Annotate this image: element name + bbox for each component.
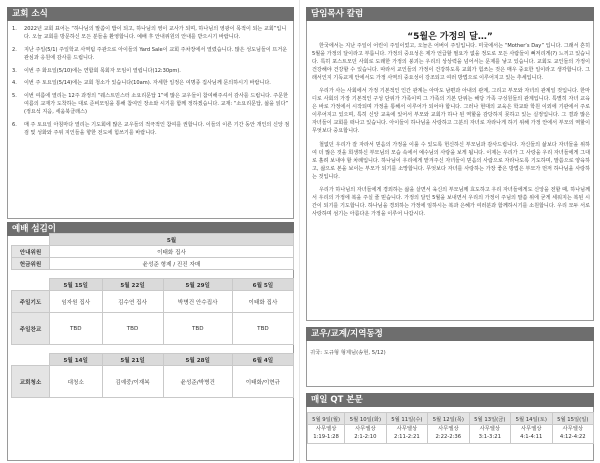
qt-passage: [386, 425, 427, 444]
notice-text: 이번 주 토요일(5/14)에는 교회 청소가 있습니다(10am). 자세한 일정은 여명종 집사님께 문의하시기 바랍니다.: [24, 80, 271, 87]
column-title-bar: 담임목사 칼럼: [306, 7, 594, 21]
praise-cell: TBD: [102, 313, 163, 345]
service-table: [11, 233, 294, 398]
notices-title: 교회 소식: [7, 7, 294, 21]
qt-table: [307, 412, 594, 444]
qt-passage: [428, 425, 469, 444]
sermon-paragraph: 한국에서는 지난 주일이 어린이 주일이었고, 오늘은 어버이 주일입니다. 미국에서는 “Mother’s Day” 입니다. 그래서 흔히 5월을 가정의 달이라고 부릅니다. 가정의 중요성은 제가 언급할 필요가 없을 정도로 모든 사람들이 뼈저리게(?) 느끼고 있습니다. 특히 포스트모던 사회로 도래한 가정의 붕괴는 우리의 상상력을 넘어서는 문제를 낳고 있습니다. 교회도 교인들의 가정이 건강해야 건강할 수 있습니다. 따라서 교인들의 가정이 건강하도록 교회가 힘쓰는 것은 매우 중요한 일이라고 생각합니다. 그래서인지 기독교계 안에서도 가정 사역의 중요성이 강조되고 여러 방법으로 이루어지고 있는 추세입니다.: [312, 43, 590, 82]
notice-number: 1.: [12, 26, 17, 32]
qt-date: 5월 14일(토): [511, 413, 552, 425]
qt-passage: [469, 425, 510, 444]
qt-date: 5월 15일(일): [552, 413, 594, 425]
offering-label: 헌금위원: [12, 258, 50, 270]
prayer-cell: 임자원 집사: [50, 291, 103, 313]
qt-date: 5월 13일(금): [469, 413, 510, 425]
notice-text: 이번 주 화요일(5/10)에는 연합회 목회자 모임이 열립니다(12:30pm).: [24, 67, 181, 74]
qt-book: 사무엘상: [315, 426, 337, 432]
notice-item: [12, 26, 290, 42]
service-title: 예배 섬김이: [7, 222, 294, 236]
qt-verse: 4:1-4:11: [520, 433, 543, 440]
praise-cell: TBD: [163, 313, 232, 345]
offering-value: 윤성준 형제 / 진진 자매: [50, 258, 294, 270]
qt-passage: [345, 425, 386, 444]
notice-number: 2.: [12, 46, 17, 53]
date-cell: 5월 15일: [50, 279, 103, 291]
service-month: 5월: [50, 234, 294, 246]
cleaning-label: 교회청소: [12, 366, 50, 398]
cleaning-cell: 대청소: [50, 366, 103, 398]
qt-date: 5월 11일(수): [386, 413, 427, 425]
notice-text: 지난 주일(5/1) 주일학교 사역팀 주관으로 아이들의 Yard Sale이 교회 주차장에서 열렸습니다. 많은 성도님들이 뜨거운 관심과 응원에 감사를 드립니다.: [24, 46, 288, 61]
notice-number: 6.: [12, 122, 17, 129]
notice-text: 2022년 교회 표어는 “하나님의 말씀이 밥이 되고, 하나님의 영이 교사가 되며, 하나님의 영광이 목적이 되는 교회”입니다. 오늘 교회를 방문하신 모든 분들을 환영합니다. 예배 후 안내위원의 안내를 받으시기 바랍니다.: [24, 26, 287, 40]
usher-value: 이태화 집사: [50, 246, 294, 258]
date-cell: 6월 4일: [232, 354, 293, 366]
qt-passage: [552, 425, 594, 444]
qt-date: 5월 12일(목): [428, 413, 469, 425]
notice-text: 이번 여름에 열리는 12주 과정의 “웨스트민스터 소요리문답 1”에 많은 교우들이 참여해주셔서 감사를 드립니다. 주문한 여름의 교재가 도착하는 대로 준비모임을 통해 참여인 장소와 시기를 함께 정하겠습니다. 교재: “소요리문답, 삶을 읽다” (정요석 지음, 세움북클래스): [24, 93, 289, 116]
notice-item: [12, 80, 290, 88]
prayer-label: 주일기도: [12, 291, 50, 313]
qt-book: 사무엘상: [562, 426, 583, 432]
cleaning-cell: 윤성준/박병건: [163, 366, 232, 398]
date-cell: 6월 5일: [232, 279, 293, 291]
qt-title: 매일 QT 본문: [306, 393, 594, 407]
update-text: 귀국: 도규형 형제님(송현, 5/12): [310, 350, 386, 356]
qt-verse: 2:11-2:21: [394, 433, 420, 440]
date-cell: 5월 22일: [102, 279, 163, 291]
usher-label: 안내위원: [12, 246, 50, 258]
prayer-cell: 김수연 집사: [102, 291, 163, 313]
qt-verse: 2:22-2:36: [435, 433, 462, 440]
notice-item: [12, 68, 290, 76]
cleaning-cell: 이태화/이현규: [232, 366, 293, 398]
date-cell: 5월 21일: [102, 354, 163, 366]
prayer-cell: 박병건 안수집사: [163, 291, 232, 313]
cleaning-cell: 김예중/이재복: [102, 366, 163, 398]
sermon-body: [312, 42, 590, 223]
notice-list: [12, 26, 290, 143]
notice-item: [12, 122, 290, 138]
prayer-cell: 이태화 집사: [232, 291, 293, 313]
qt-verse: 1:19-1:28: [313, 433, 339, 440]
notice-number: 3.: [12, 67, 17, 74]
notice-item: [12, 47, 290, 63]
qt-date: 5월 10일(화): [345, 413, 386, 425]
updates-title: 교우/교계/지역동정: [306, 327, 594, 341]
praise-cell: TBD: [232, 313, 293, 345]
qt-passage: [308, 425, 345, 444]
qt-book: 사무엘상: [521, 426, 542, 432]
praise-cell: TBD: [50, 313, 103, 345]
qt-passage: [511, 425, 552, 444]
notice-number: 4.: [12, 80, 17, 87]
sermon-paragraph: 우리가 하나님의 자녀들에게 경외하는 삶을 살면서 육신의 부모님께 효도하고 우리 자녀들에게도 신앙을 전할 때, 하나님께서 우리의 가정에 복을 주실 줄 믿습니다. 가정의 달인 5월을 보내면서 우리의 가정이 주님의 말씀 위에 굳게 세워지는 복된 시간이 되기를 기도합니다. 하나님을 경외하는 가정에 임하시는 복과 은혜가 여러분과 함께하시기를 소원합니다. 우리 모두 서로 사랑하며 섬기는 아름다운 가정을 이루어 나갑시다.: [312, 186, 590, 217]
qt-verse: 2:1-2:10: [354, 433, 377, 440]
notice-item: [12, 93, 290, 117]
qt-book: 사무엘상: [396, 426, 418, 432]
sermon-paragraph: 철없던 우리가 잘 자라서 믿음의 가정을 이룰 수 있도록 헌신하신 부모님과 감사드립니다. 자신들의 삶보다 자녀들을 위하여 더 많은 것을 희생하신 부모님의 모습 속에서 예수님의 사랑을 보게 됩니다. 이제는 우리가 그 사랑을 우리 자녀들에게 그대로 흘려 보내야 할 차례입니다. 하나님이 우리에게 맡겨주신 자녀들이 믿음의 사람으로 자라나도록 기도하며, 말씀으로 양육하고, 삶으로 본을 보이는 부모가 되기를 소망합니다. 무엇보다 자녀를 사랑하는 가장 좋은 방법은 부모가 먼저 하나님을 사랑하는 것입니다.: [312, 141, 590, 180]
qt-verse: 4:12-4:22: [559, 433, 586, 440]
notice-text: 매 주 토요일 아침마다 열리는 기도회에 많은 교우들의 적극적인 참여를 권합니다. 이들의 이른 기간 동안 개인의 신앙 점검 및 성화와 주위 지인들을 향한 전도에 힘쓰기를 바랍니다.: [24, 122, 290, 136]
date-cell: 5월 14일: [50, 354, 103, 366]
qt-date: 5월 9일(월): [308, 413, 345, 425]
notice-number: 5.: [12, 93, 17, 100]
qt-book: 사무엘상: [479, 426, 501, 432]
date-cell: 5월 28일: [163, 354, 232, 366]
qt-verse: 3:1-3:21: [478, 433, 501, 440]
qt-book: 사무엘상: [355, 426, 376, 432]
sermon-paragraph: 우리가 사는 사회에서 가정 기본적인 인간 관계는 아마도 남편과 아내의 관계, 그리고 부모와 자녀의 관계일 것입니다. 한마디로 사회의 가장 기본적인 구성 단위가 가족이며 그 가족의 기본 단위는 해당 가족 구성원들의 관계입니다. 특별히 자녀 교육은 바로 가정에서 시작되며 가정을 통해서 이루어가 되어야 합니다. 그러나 현대의 교육은 학교와 학원 이외에 기관에서 주로 이루어지고 있으며, 특히 신앙 교육에 있어서 부모와 교회가 하나 된 역할을 감당하지 못하고 있는 실정입니다. 그 결과 많은 자녀들이 교회를 떠나고 있습니다. 아이들이 하나님을 사랑하고 그분의 자녀로 자라나게 하기 위해 가정 안에서 부모의 역할이 무엇보다 중요합니다.: [312, 88, 590, 135]
qt-book: 사무엘상: [438, 426, 459, 432]
sermon-title: “5월은 가정의 달…”: [407, 32, 493, 42]
date-cell: 5월 29일: [163, 279, 232, 291]
praise-label: 주일찬교: [12, 313, 50, 345]
